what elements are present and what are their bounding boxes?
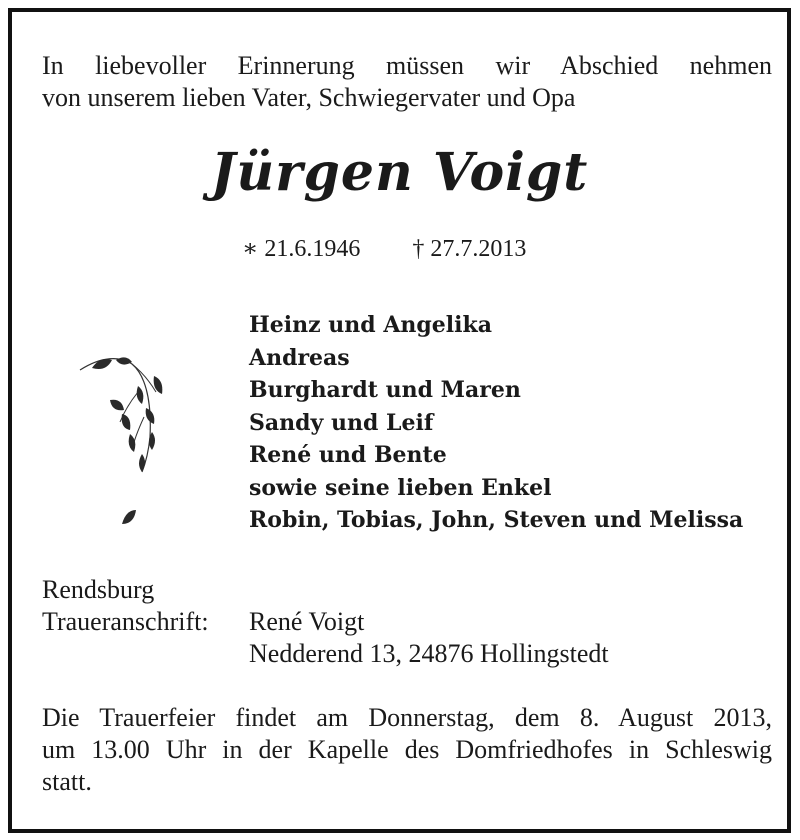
address-street: Nedderend 13, 24876 Hollingstedt <box>249 639 609 668</box>
birch-branch-icon <box>72 342 192 542</box>
funeral-service-text <box>42 702 772 798</box>
mourner-line: Burghardt und Maren <box>249 377 521 403</box>
intro-text <box>42 50 772 114</box>
address-name: René Voigt <box>249 607 365 636</box>
location: Rendsburg <box>42 575 155 604</box>
service-line-1: Die Trauerfeier findet am Donnerstag, dem 8. August 2013, <box>42 703 772 732</box>
obituary-notice <box>8 8 791 833</box>
death-date: † 27.7.2013 <box>412 236 527 262</box>
mourner-line: Robin, Tobias, John, Steven und Melissa <box>249 507 744 533</box>
life-dates <box>242 234 572 263</box>
mourner-line: Sandy und Leif <box>249 409 434 436</box>
mourner-line: Heinz und Angelika <box>249 312 492 338</box>
intro-line-1: In liebevoller Erinnerung müssen wir Abschied nehmen <box>42 51 772 80</box>
service-line-2: um 13.00 Uhr in der Kapelle des Domfriedhofes in Schleswig <box>42 735 772 764</box>
intro-line-2: von unserem lieben Vater, Schwiegervater und Opa <box>42 83 576 112</box>
mourner-line: Andreas <box>249 344 350 371</box>
mourner-line: sowie seine lieben Enkel <box>249 474 552 501</box>
address-label: Traueranschrift: <box>42 607 209 636</box>
deceased-name: Jürgen Voigt <box>210 142 589 203</box>
mourners-list <box>249 309 743 537</box>
service-line-3: statt. <box>42 767 92 796</box>
mourner-line: René und Bente <box>249 442 447 468</box>
birth-date: ∗ 21.6.1946 <box>242 236 361 262</box>
